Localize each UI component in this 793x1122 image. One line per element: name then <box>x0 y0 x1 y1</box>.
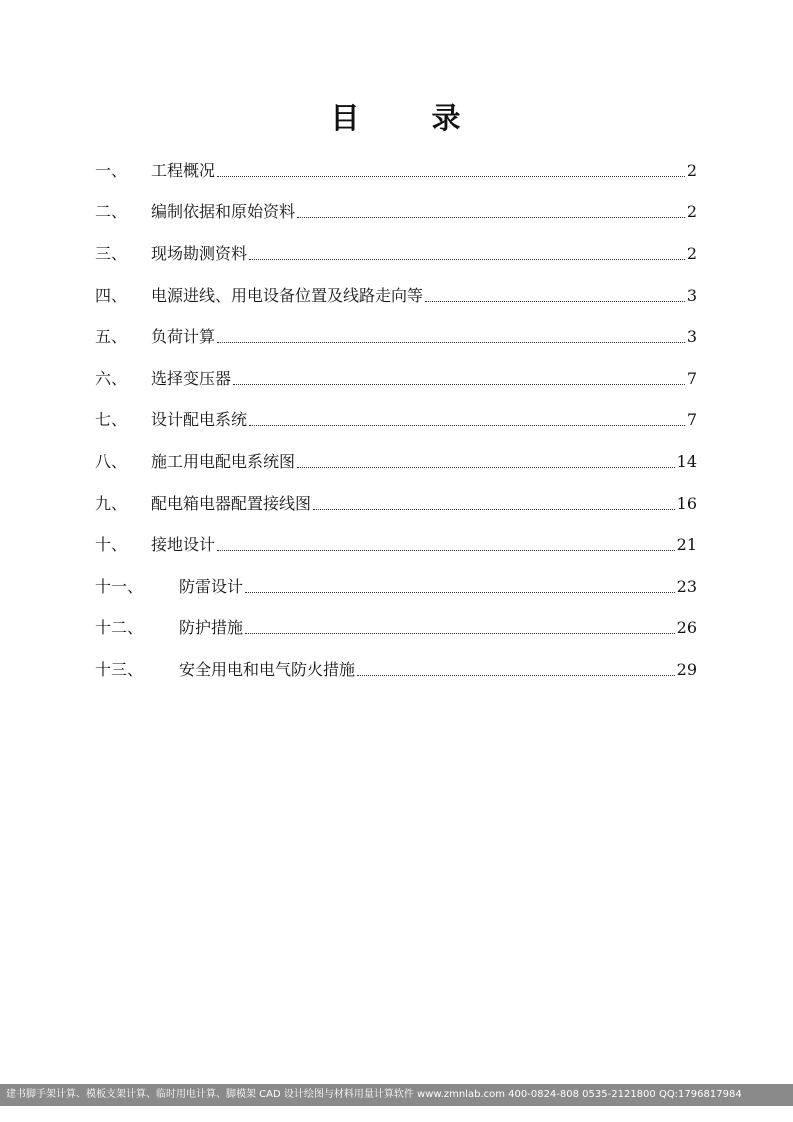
toc-entry-3[interactable] <box>95 233 697 275</box>
toc-entry-label: 施工用电配电系统图 <box>151 451 296 471</box>
toc-entry-10[interactable] <box>95 524 697 566</box>
toc-dot-leader <box>313 494 675 514</box>
toc-dot-leader <box>297 202 685 222</box>
toc-dot-leader <box>217 327 685 347</box>
toc-entry-label: 工程概况 <box>151 160 216 180</box>
toc-dot-leader <box>217 161 685 181</box>
toc-dot-leader <box>217 535 675 555</box>
toc-entry-13[interactable] <box>95 649 697 691</box>
toc-entry-11[interactable] <box>95 566 697 608</box>
toc-entry-label: 电源进线、用电设备位置及线路走向等 <box>151 285 424 305</box>
toc-entry-6[interactable] <box>95 358 697 400</box>
toc-entry-label: 设计配电系统 <box>151 410 248 430</box>
toc-entry-label: 负荷计算 <box>151 327 216 347</box>
toc-dot-leader <box>297 452 675 472</box>
toc-entry-8[interactable] <box>95 441 697 483</box>
toc-entry-number: 十一、 <box>95 576 144 596</box>
toc-entry-page: 26 <box>676 618 697 638</box>
toc-entry-12[interactable] <box>95 608 697 650</box>
toc-dot-leader <box>245 618 675 638</box>
toc-entry-page: 14 <box>676 451 697 471</box>
toc-entry-7[interactable] <box>95 400 697 442</box>
toc-dot-leader <box>357 660 675 680</box>
toc-dot-leader <box>233 369 685 389</box>
toc-entry-number: 二、 <box>95 202 128 222</box>
toc-dot-leader <box>249 410 685 430</box>
toc-entry-9[interactable] <box>95 483 697 525</box>
toc-entry-label: 防雷设计 <box>179 576 244 596</box>
page-title-part2: 录 <box>431 101 463 135</box>
toc-entry-number: 八、 <box>95 451 128 471</box>
toc-entry-page: 3 <box>686 327 697 347</box>
toc-entry-1[interactable] <box>95 150 697 192</box>
toc-dot-leader <box>425 286 685 306</box>
toc-entry-page: 23 <box>676 576 697 596</box>
toc-entry-number: 十三、 <box>95 659 144 679</box>
toc-entry-page: 16 <box>676 493 697 513</box>
toc-entry-page: 29 <box>676 659 697 679</box>
toc-entry-page: 2 <box>686 160 697 180</box>
toc-entry-label: 现场勘测资料 <box>151 243 248 263</box>
table-of-contents <box>95 150 697 691</box>
toc-entry-label: 安全用电和电气防火措施 <box>179 659 356 679</box>
toc-entry-label: 接地设计 <box>151 535 216 555</box>
footer-banner <box>0 1084 793 1106</box>
toc-entry-number: 九、 <box>95 493 128 513</box>
toc-dot-leader <box>245 577 675 597</box>
toc-entry-2[interactable] <box>95 192 697 234</box>
toc-entry-page: 3 <box>686 285 697 305</box>
toc-entry-number: 六、 <box>95 368 128 388</box>
toc-entry-page: 2 <box>686 243 697 263</box>
toc-entry-label: 配电箱电器配置接线图 <box>151 493 312 513</box>
toc-entry-number: 一、 <box>95 160 128 180</box>
toc-entry-number: 四、 <box>95 285 128 305</box>
toc-entry-page: 7 <box>686 410 697 430</box>
toc-dot-leader <box>249 244 685 264</box>
toc-entry-5[interactable] <box>95 316 697 358</box>
toc-entry-number: 十、 <box>95 535 128 555</box>
toc-entry-number: 十二、 <box>95 618 144 638</box>
toc-entry-label: 编制依据和原始资料 <box>151 202 296 222</box>
toc-entry-label: 防护措施 <box>179 618 244 638</box>
toc-entry-page: 21 <box>676 535 697 555</box>
toc-entry-number: 五、 <box>95 327 128 347</box>
toc-entry-number: 三、 <box>95 243 128 263</box>
toc-entry-label: 选择变压器 <box>151 368 232 388</box>
footer-text: 建书脚手架计算、模板支架计算、临时用电计算、脚模架 CAD 设计绘图与材料用量计算软件 www.zmnlab.com 400-0824-808 0535-2121800 QQ:1796817984 <box>6 1089 742 1100</box>
page-title <box>0 96 793 137</box>
toc-entry-4[interactable] <box>95 275 697 317</box>
toc-entry-number: 七、 <box>95 410 128 430</box>
page-title-part1: 目 <box>330 101 362 135</box>
toc-entry-page: 2 <box>686 202 697 222</box>
toc-entry-page: 7 <box>686 368 697 388</box>
